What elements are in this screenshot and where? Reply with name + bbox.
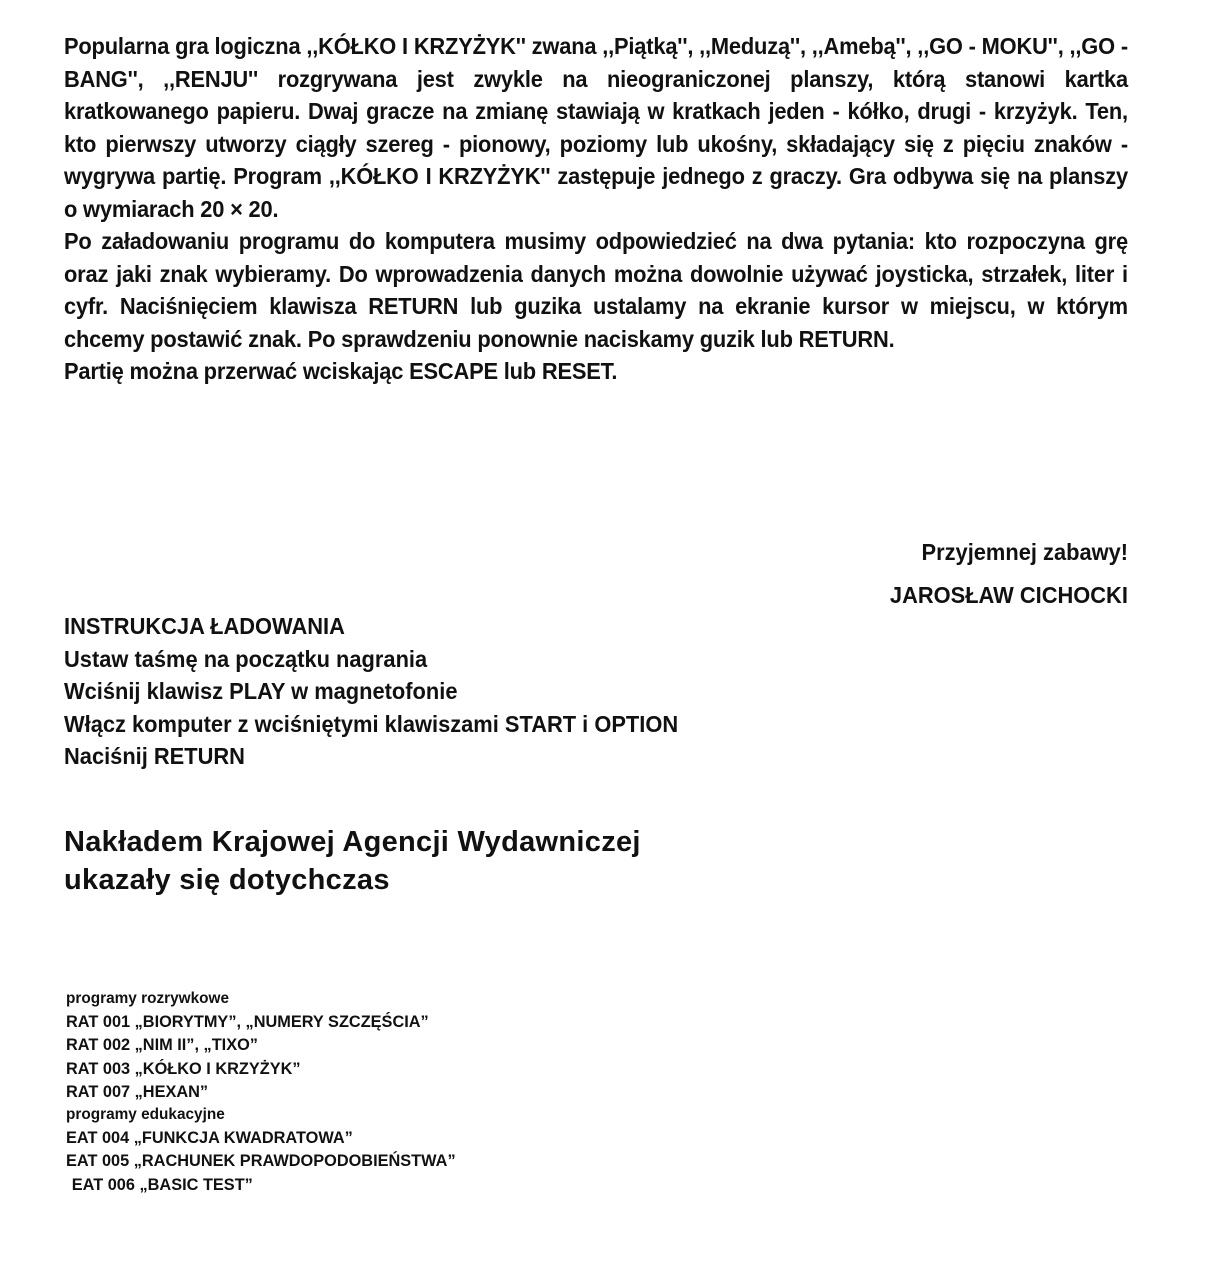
intro-paragraph-rules: Popularna gra logiczna ,,KÓŁKO I KRZYŻYK'' zwana ,,Piątką'', ,,Meduzą'', ,,Amebą'', ,,GO - MOKU'', ,,GO - BANG'', ,,RENJU'' rozgrywana jest zwykle na nieograniczonej planszy, którą stanowi kartka kratkowanego papieru. Dwaj gracze na zmianę stawiają w kratkach jeden - kółko, drugi - krzyżyk. Ten, kto pierwszy utworzy ciągły szereg - pionowy, poziomy lub ukośny, składający się z pięciu znaków - wygrywa partię. Program ,,KÓŁKO I KRZYŻYK'' zastępuje jednego z graczy. Gra odbywa się na planszy o wymiarach 20 × 20.	[64, 33, 1128, 222]
catalog-heading-educational: programy edukacyjne	[66, 1106, 225, 1124]
catalog-item: EAT 004 „FUNKCJA KWADRATOWA”	[66, 1128, 353, 1148]
game-description	[64, 30, 1128, 388]
catalog-item: EAT 006 „BASIC TEST”	[71, 1174, 253, 1194]
loading-step: Włącz komputer z wciśniętymi klawiszami START i OPTION	[64, 710, 679, 737]
catalog-item: RAT 002 „NIM II”, „TIXO”	[66, 1035, 258, 1055]
loading-instructions-title: INSTRUKCJA ŁADOWANIA	[64, 613, 345, 639]
publisher-line-1: Nakładem Krajowej Agencji Wydawniczej	[64, 826, 641, 858]
loading-step: Wciśnij klawisz PLAY w magnetofonie	[64, 678, 458, 704]
loading-instructions	[64, 610, 678, 773]
loading-step: Ustaw taśmę na początku nagrania	[64, 645, 428, 672]
catalog-item: EAT 005 „RACHUNEK PRAWDOPODOBIEŃSTWA”	[66, 1151, 456, 1171]
publisher-line-2: ukazały się dotychczas	[64, 864, 390, 896]
loading-step: Naciśnij RETURN	[64, 743, 245, 769]
program-catalog	[66, 987, 456, 1196]
catalog-heading-entertainment: programy rozrywkowe	[66, 990, 230, 1007]
greeting-text: Przyjemnej zabawy!	[921, 539, 1128, 565]
catalog-item: RAT 001 „BIORYTMY”, „NUMERY SZCZĘŚCIA”	[66, 1012, 429, 1032]
catalog-item: RAT 003 „KÓŁKO I KRZYŻYK”	[66, 1058, 301, 1078]
document-page	[64, 30, 1128, 1194]
publisher-heading	[64, 823, 641, 899]
intro-paragraph-abort: Partię można przerwać wciskając ESCAPE lub RESET.	[64, 358, 618, 384]
intro-paragraph-controls: Po załadowaniu programu do komputera musimy odpowiedzieć na dwa pytania: kto rozpoczyna grę oraz jaki znak wybieramy. Do wprowadzenia danych można dowolnie używać joysticka, strzałek, liter i cyfr. Naciśnięciem klawisza RETURN lub guzika ustalamy na ekranie kursor w miejscu, w którym chcemy postawić znak. Po sprawdzeniu ponownie naciskamy guzik lub RETURN.	[64, 228, 1128, 352]
catalog-item: RAT 007 „HEXAN”	[66, 1081, 209, 1101]
author-name: JAROSŁAW CICHOCKI	[890, 582, 1128, 608]
